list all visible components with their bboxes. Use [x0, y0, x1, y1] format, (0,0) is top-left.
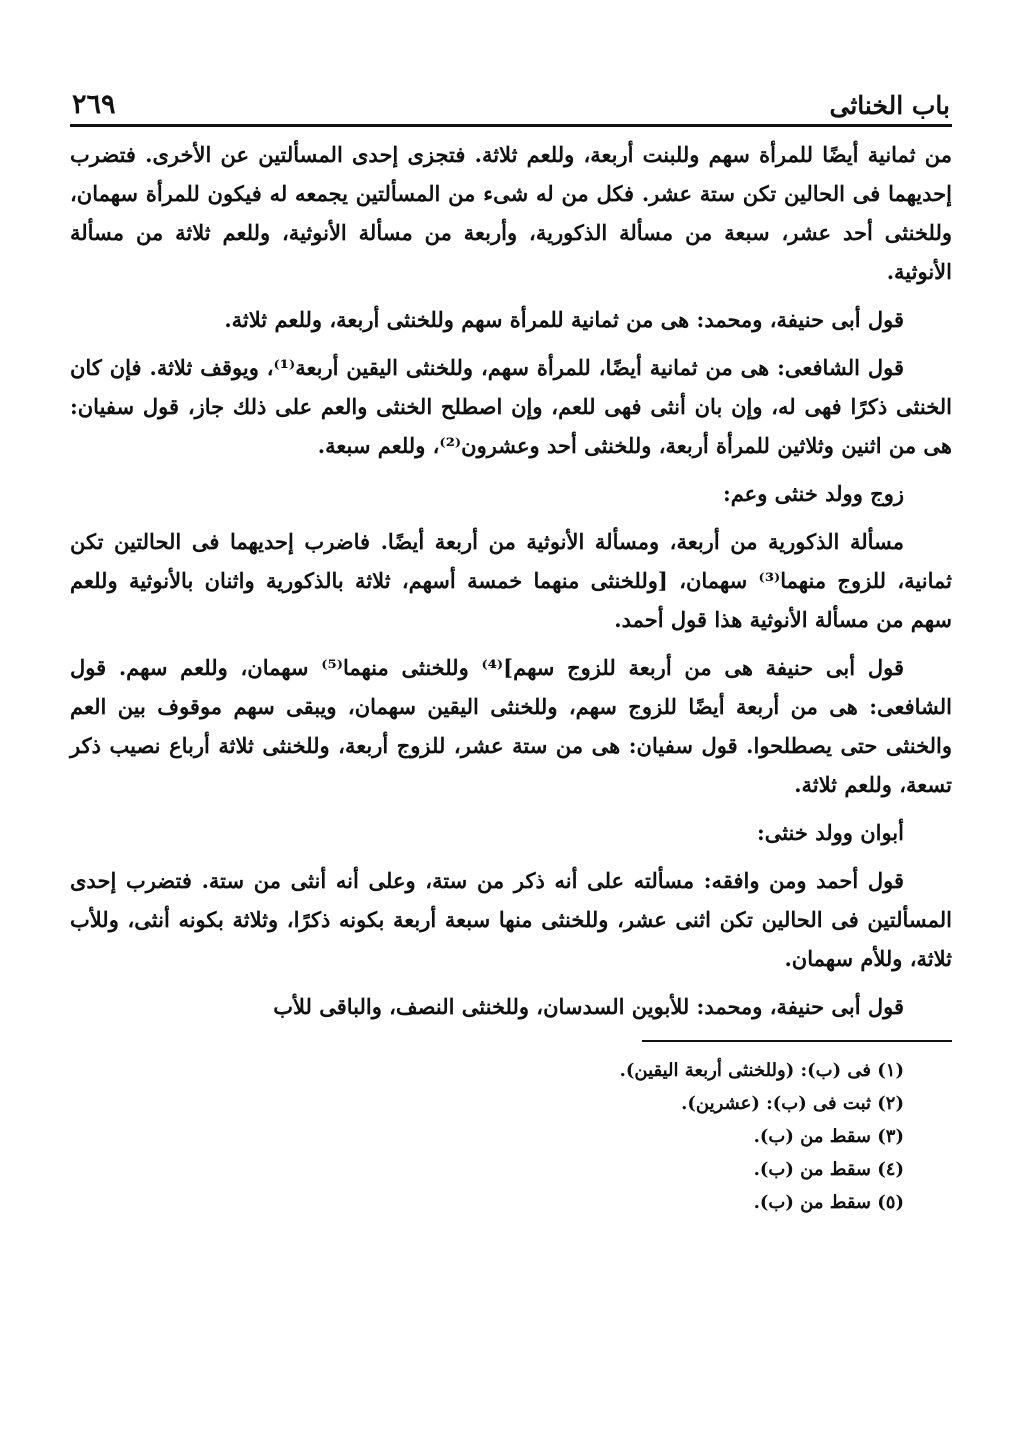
paragraph-1: من ثمانية أيضًا للمرأة سهم وللبنت أربعة، وللعم ثلاثة. فتجزى إحدى المسألتين عن الأخرى. فتضرب إحديهما فى الحالين تكن ستة عشر. فكل من له شىء من المسألتين يجمعه له فيكون للمرأة سهمان، وللخنثى أحد عشر، سبعة من مسألة الذكورية، وأربعة من مسألة الأنوثية، وللعم ثلاثة من مسألة الأنوثية. — [70, 142, 952, 284]
page-body — [70, 135, 952, 1026]
footnote-divider — [642, 1040, 952, 1042]
footnote-5: (٥) سقط من (ب). — [753, 1192, 904, 1213]
paragraph-5: قول أبى حنيفة هى من أربعة للزوج سهم]⁽⁴⁾ وللخنثى منهما⁽⁵⁾ سهمان، وللعم سهم. قول الشافعى: هى من أربعة أيضًا للزوج سهم، وللخنثى اليقين سهمان، ويبقى سهم موقوف بين العم والخنثى حتى يصطلحوا. قول سفيان: هى من ستة عشر، للزوج أربعة، وللخنثى ثلاثة أرباع نصيب ذكر تسعة، وللعم ثلاثة. — [70, 655, 952, 797]
paragraph-3: قول الشافعى: هى من ثمانية أيضًا، للمرأة سهم، وللخنثى اليقين أربعة⁽¹⁾، ويوقف ثلاثة. فإن كان الخنثى ذكرًا فهى له، وإن بان أنثى فهى للعم، وإن اصطلح الخنثى والعم على ذلك جاز، قول سفيان: هى من اثنين وثلاثين للمرأة أربعة، وللخنثى أحد وعشرون⁽²⁾، وللعم سبعة. — [70, 355, 952, 458]
page-header — [70, 78, 952, 127]
section-heading-1: زوج وولد خنثى وعم: — [722, 481, 904, 506]
section-heading-2: أبوان وولد خنثى: — [756, 820, 904, 845]
paragraph-2: قول أبى حنيفة، ومحمد: هى من ثمانية للمرأة سهم وللخنثى أربعة، وللعم ثلاثة. — [224, 307, 904, 332]
footnote-4: (٤) سقط من (ب). — [753, 1159, 904, 1180]
page-number: ٢٦٩ — [72, 89, 116, 120]
paragraph-4: مسألة الذكورية من أربعة، ومسألة الأنوثية من أربعة أيضًا. فاضرب إحديهما فى الحالتين تكن ثمانية، للزوج منهما⁽³⁾ سهمان، [وللخنثى منهما خمسة أسهم، ثلاثة بالذكورية واثنان بالأنوثية وللعم سهم من مسألة الأنوثية هذا قول أحمد. — [70, 529, 952, 632]
footnote-2: (٢) ثبت فى (ب): (عشرين). — [681, 1093, 904, 1114]
footnote-3: (٣) سقط من (ب). — [753, 1126, 904, 1147]
paragraph-7: قول أبى حنيفة، ومحمد: للأبوين السدسان، وللخنثى النصف، والباقى للأب — [273, 994, 904, 1019]
book-page — [70, 78, 952, 1219]
footnotes-list — [70, 1054, 952, 1219]
paragraph-6: قول أحمد ومن وافقه: مسألته على أنه ذكر من ستة، وعلى أنه أنثى من ستة. فتضرب إحدى المسألتين فى الحالين تكن اثنى عشر، وللخنثى منها سبعة أربعة بكونه ذكرًا، وثلاثة بكونه أنثى، وللأب ثلاثة، وللأم سهمان. — [70, 868, 952, 971]
footnote-1: (١) فى (ب): (وللخنثى أربعة اليقين). — [619, 1060, 904, 1081]
running-title: باب الخناثى — [829, 91, 950, 120]
